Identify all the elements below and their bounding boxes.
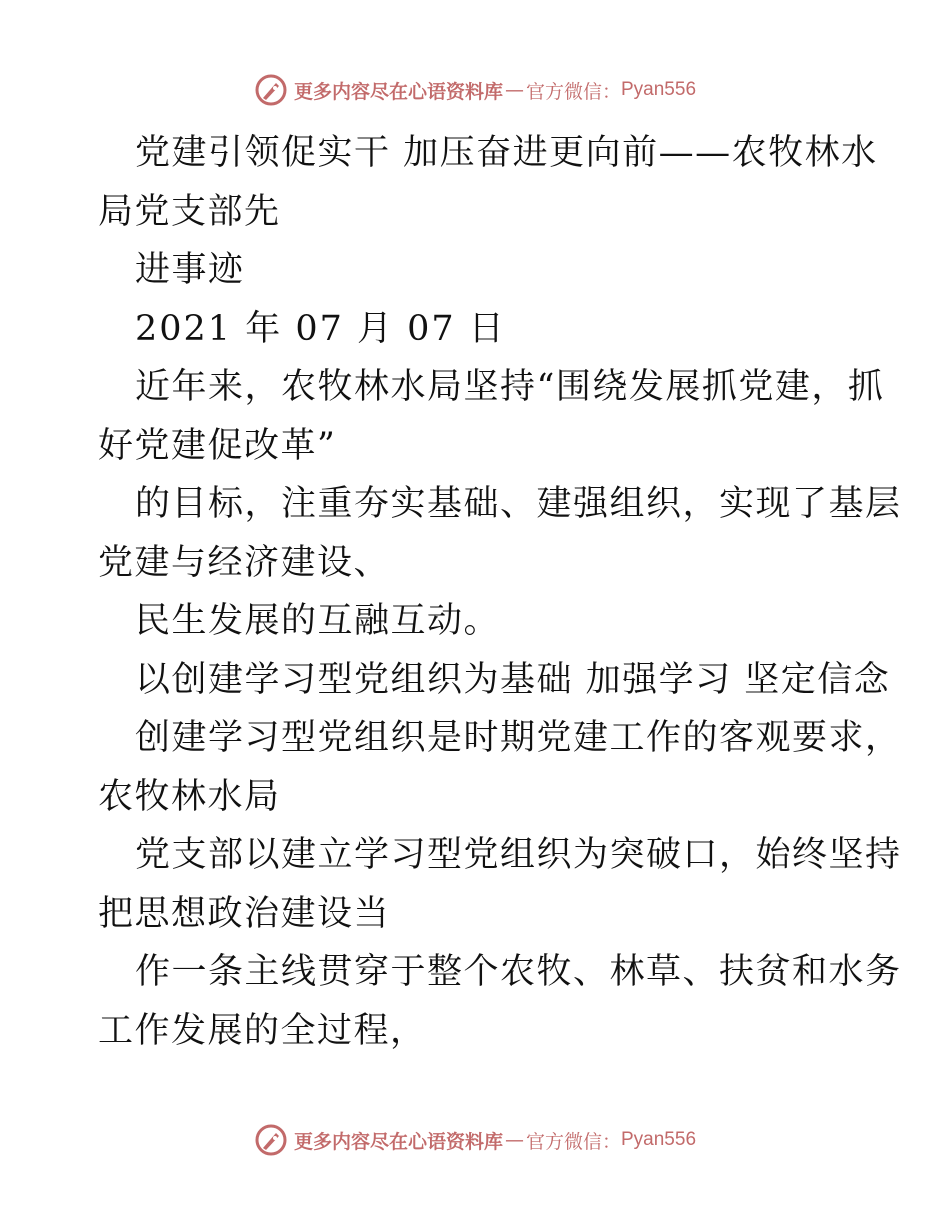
pen-logo-icon	[254, 73, 288, 107]
document-title-line-1: 党建引领促实干 加压奋进更向前——农牧林水	[135, 133, 878, 173]
paragraph-line: 把思想政治建设当	[98, 893, 391, 934]
paragraph-line: 好党建促改革”	[98, 425, 337, 466]
paragraph-line: 民生发展的互融互动。	[135, 601, 501, 641]
paragraph-line: 党建与经济建设、	[98, 542, 391, 583]
watermark-separator: —	[504, 1129, 524, 1151]
paragraph-line: 的目标，注重夯实基础、建强组织，实现了基层	[135, 484, 902, 524]
watermark-separator: —	[504, 79, 524, 101]
pen-logo-icon	[254, 1123, 288, 1157]
watermark-contact-id: Pyan556	[621, 1129, 697, 1150]
watermark-text: 更多内容尽在心语资料库	[293, 1130, 503, 1153]
watermark-header	[0, 70, 950, 110]
watermark-contact-label: 官方微信：	[525, 1130, 621, 1153]
paragraph-line: 近年来，农牧林水局坚持“围绕发展抓党建，抓	[135, 367, 885, 407]
paragraph-line: 农牧林水局	[98, 776, 281, 817]
watermark-contact-label: 官方微信：	[525, 80, 621, 103]
section-heading: 以创建学习型党组织为基础 加强学习 坚定信念	[135, 659, 891, 700]
paragraph-line: 党支部以建立学习型党组织为突破口，始终坚持	[135, 835, 902, 875]
paragraph-line: 作一条主线贯穿于整个农牧、林草、扶贫和水务	[135, 952, 902, 992]
document-title-line-2: 局党支部先	[98, 191, 281, 232]
document-title-line-3: 进事迹	[135, 250, 245, 290]
watermark-footer	[0, 1120, 950, 1160]
paragraph-line: 创建学习型党组织是时期党建工作的客观要求，	[135, 718, 902, 758]
watermark-contact-id: Pyan556	[621, 79, 697, 100]
document-date: 2021 年 07 月 07 日	[135, 308, 506, 349]
watermark-text: 更多内容尽在心语资料库	[293, 80, 503, 103]
document-body	[98, 124, 902, 1060]
paragraph-line: 工作发展的全过程，	[98, 1010, 427, 1051]
